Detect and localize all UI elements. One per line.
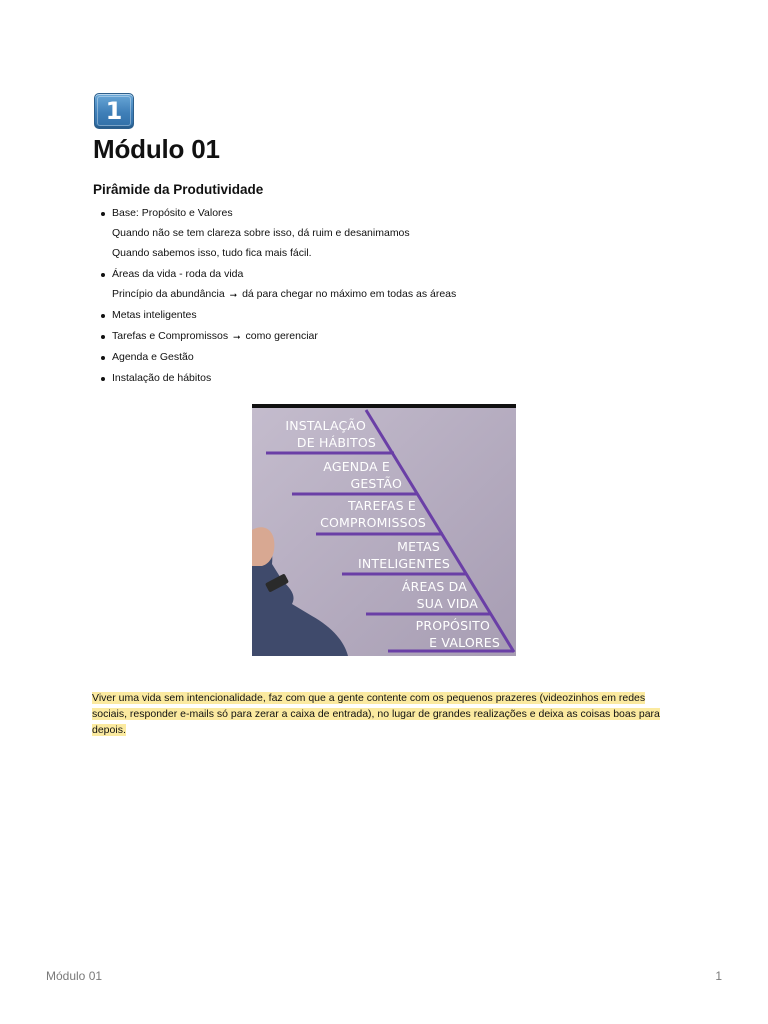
highlighted-text: Viver uma vida sem intencionalidade, faz com que a gente contente com os pequenos prazeres (videozinhos em redes sociais, responder e-mails só para zerar a caixa de entrada), no lugar de grandes realizações e deixa as coisas boas para depois.	[92, 692, 660, 736]
level-label: PROPÓSITO	[415, 618, 490, 633]
section-title: Pirâmide da Produtividade	[93, 182, 264, 197]
keycap-one-icon	[94, 93, 134, 129]
level-label: INSTALAÇÃO	[285, 418, 366, 433]
bullet-icon	[101, 335, 105, 339]
list-item-text	[112, 329, 673, 343]
list-item-note	[112, 287, 673, 301]
list-item	[93, 329, 673, 343]
list-item	[93, 267, 673, 301]
level-label: TAREFAS E	[348, 498, 416, 513]
list-item-text: Base: Propósito e Valores	[112, 207, 233, 219]
arrow-right-icon: ➞	[229, 290, 238, 300]
level-label: GESTÃO	[350, 476, 402, 491]
list-item	[93, 308, 673, 322]
footer-title: Módulo 01	[46, 969, 103, 983]
pyramid-figure	[252, 404, 516, 656]
list-item-note: Quando não se tem clareza sobre isso, dá ruim e desanimamos	[112, 227, 410, 239]
bullet-icon	[101, 314, 105, 318]
item-after: como gerenciar	[245, 330, 318, 342]
pyramid-svg	[252, 404, 516, 656]
figure-top-border	[252, 404, 516, 408]
highlighted-paragraph	[92, 690, 672, 738]
bullet-icon	[101, 377, 105, 381]
bullet-icon	[101, 273, 105, 277]
list-item-text: Metas inteligentes	[112, 309, 197, 321]
keycap-glyph: 1	[105, 97, 123, 125]
list-item-text: Instalação de hábitos	[112, 372, 212, 384]
level-label: SUA VIDA	[416, 596, 478, 611]
list-item-text: Áreas da vida - roda da vida	[112, 268, 244, 280]
level-label: DE HÁBITOS	[296, 435, 376, 450]
item-before: Tarefas e Compromissos	[112, 330, 229, 342]
bullet-icon	[101, 212, 105, 216]
level-label: COMPROMISSOS	[320, 515, 426, 530]
list-item	[93, 371, 673, 385]
note-after: dá para chegar no máximo em todas as áreas	[242, 288, 457, 300]
note-before: Princípio da abundância	[112, 288, 225, 300]
list-item-note: Quando sabemos isso, tudo fica mais fácil.	[112, 247, 312, 259]
list-item-text: Agenda e Gestão	[112, 351, 194, 363]
bullet-list	[93, 206, 673, 392]
level-label: AGENDA E	[323, 459, 390, 474]
level-label: ÁREAS DA	[401, 579, 467, 594]
list-item	[93, 206, 673, 260]
page-title: Módulo 01	[93, 134, 220, 164]
level-label: E VALORES	[429, 635, 500, 650]
level-label: METAS	[397, 539, 440, 554]
level-label: INTELIGENTES	[357, 556, 450, 571]
arrow-right-icon: ➞	[233, 332, 241, 342]
list-item	[93, 350, 673, 364]
bullet-icon	[101, 356, 105, 360]
page-number: 1	[715, 969, 722, 983]
